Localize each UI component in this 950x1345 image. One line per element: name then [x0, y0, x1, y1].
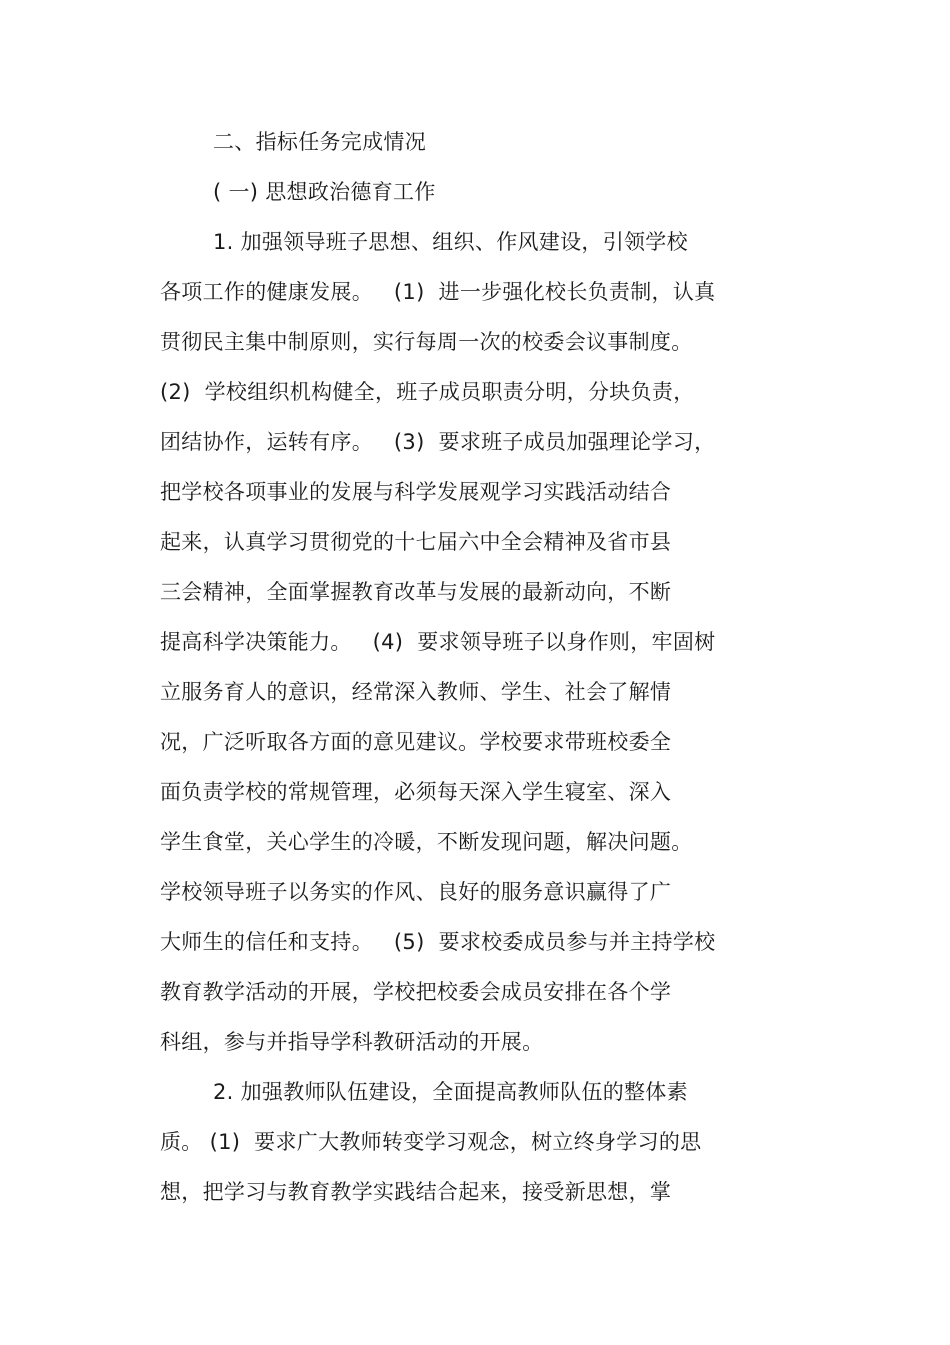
paragraph-line: 2. 加强教师队伍建设，全面提高教师队伍的整体素 [213, 1080, 688, 1104]
paragraph-line: 况，广泛听取各方面的意见建议。学校要求带班校委全 [160, 730, 672, 754]
paragraph-line: 教育教学活动的开展，学校把校委会成员安排在各个学 [160, 980, 672, 1004]
paragraph-line: (2) 学校组织机构健全，班子成员职责分明，分块负责， [160, 380, 695, 404]
paragraph-line: 想，把学习与教育教学实践结合起来，接受新思想，掌 [160, 1180, 672, 1204]
paragraph-line: 三会精神，全面掌握教育改革与发展的最新动向，不断 [160, 580, 672, 604]
paragraph-line: 把学校各项事业的发展与科学发展观学习实践活动结合 [160, 480, 672, 504]
subsection-heading: ( 一) 思想政治德育工作 [213, 180, 436, 204]
paragraph-line: 学校领导班子以务实的作风、良好的服务意识赢得了广 [160, 880, 672, 904]
paragraph-line: 面负责学校的常规管理，必须每天深入学生寝室、深入 [160, 780, 672, 804]
section-heading: 二、指标任务完成情况 [213, 130, 426, 154]
paragraph-line: 质。 (1) 要求广大教师转变学习观念，树立终身学习的思 [160, 1130, 702, 1154]
paragraph-line: 起来，认真学习贯彻党的十七届六中全会精神及省市县 [160, 530, 672, 554]
paragraph-line: 团结协作，运转有序。 (3) 要求班子成员加强理论学习， [160, 430, 716, 454]
paragraph-line: 立服务育人的意识，经常深入教师、学生、社会了解情 [160, 680, 672, 704]
paragraph-line: 提高科学决策能力。 (4) 要求领导班子以身作则，牢固树 [160, 630, 716, 654]
paragraph-line: 科组，参与并指导学科教研活动的开展。 [160, 1030, 544, 1054]
paragraph-line: 1. 加强领导班子思想、组织、作风建设，引领学校 [213, 230, 688, 254]
paragraph-line: 各项工作的健康发展。 (1) 进一步强化校长负责制，认真 [160, 280, 716, 304]
paragraph-line: 大师生的信任和支持。 (5) 要求校委成员参与并主持学校 [160, 930, 716, 954]
paragraph-line: 贯彻民主集中制原则，实行每周一次的校委会议事制度。 [160, 330, 693, 354]
paragraph-line: 学生食堂，关心学生的冷暖，不断发现问题，解决问题。 [160, 830, 693, 854]
